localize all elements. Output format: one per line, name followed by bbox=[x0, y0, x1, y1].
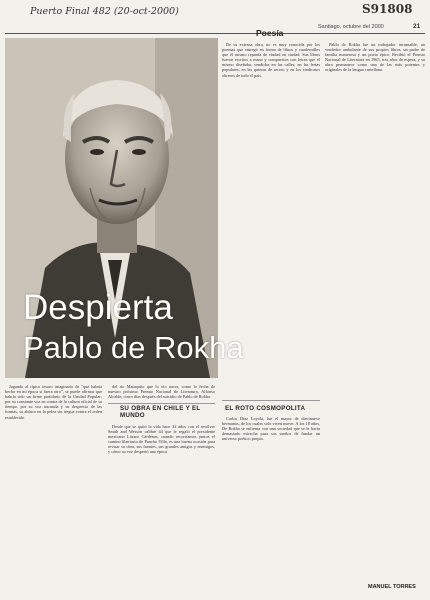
obra-paragraph: Desde que se quitó la vida hace 32 años con el revólver Smith and Wesson calibre 44 que le regaló el presidente mexicano Lázaro Cárdenas, cuando recorríamos juntos el camino libertario de Pancho Villa, es una buena ocasión para revisar su obra, sus fuentes, sus grandes amigos y enemigos, y cómo su voz despertó una época. bbox=[108, 424, 215, 455]
column-three-paragraph: De su extensa obra, no es muy conocida por los poemas que entregó en forma de libros y cuadernillos que él mismo repartía de ciudad en ciudad. Sus libros fueron escritos a mano y compuestos con letras que él mismo diseñaba, vendidos en las calles, en las ferias populares, en las quintas de recreo y en los sindicatos obreros de todo el país. bbox=[222, 42, 320, 78]
author-byline: MANUEL TORRES bbox=[368, 584, 416, 590]
intro-column bbox=[5, 384, 102, 592]
roto-paragraph: Carlos Díaz Loyola, fue el mayor de diecinueve hermanos, de los cuales solo viven nueve. A los 18 años, De Rokha se enfrenta con una sociedad que se le hacía demasiado estrecha para sus sueños de fundar un universo poético propio. bbox=[222, 416, 320, 442]
headline-line2: Pablo de Rokha bbox=[23, 330, 244, 365]
portrait-photo bbox=[5, 38, 244, 378]
intro-paragraph: Jugando al típico tesoro imaginario de "qué habría hecho en mi época si fuera otro", se puede afirmar que habría sido un firme partidario de la Unidad Popular; por su constante voz en contra de la cultura oficial de su tiempo, por su voz iracunda y su desprecio de las formas, su ahínco en la pelea sin tregua contra el orden establecido. bbox=[5, 384, 102, 420]
handwritten-code: S91808 bbox=[362, 2, 413, 16]
roto-column bbox=[222, 416, 320, 592]
header-rule bbox=[5, 33, 425, 34]
headline-line1: Despierta bbox=[23, 288, 173, 327]
page-number: 21 bbox=[413, 23, 421, 30]
obra-column bbox=[108, 424, 215, 592]
date-line: Santiago, octubre del 2000 bbox=[318, 24, 384, 30]
handwritten-note: Puerto Final 482 (20-oct-2000) bbox=[30, 6, 179, 17]
column-four-paragraph: Pablo de Rokha fue un trabajador incansable, un vendedor ambulante de sus propios libros, un padre de familia numerosa y un poeta épico. Recibió el Premio Nacional de Literatura en 1965, tras años de espera, y su obra permanece como una de las más potentes y originales de la lengua castellana. bbox=[325, 42, 425, 73]
roto-divider bbox=[222, 400, 320, 401]
column-two-paragraph: del río Mataquito que lo vio nacer, como lo fecha de nuestro próximo Premio Nacional de Literatura, Alfonso Alcalde, cinco días después del suicidio de Pablo de Rokha. bbox=[108, 384, 215, 400]
column-three bbox=[222, 42, 320, 394]
subhead-divider bbox=[108, 403, 215, 404]
subhead-roto: EL ROTO COSMOPOLITA bbox=[225, 405, 306, 412]
column-four bbox=[325, 42, 425, 577]
subhead-obra: SU OBRA EN CHILE Y EL MUNDO bbox=[120, 405, 201, 419]
section-label: Poesía bbox=[256, 28, 284, 38]
